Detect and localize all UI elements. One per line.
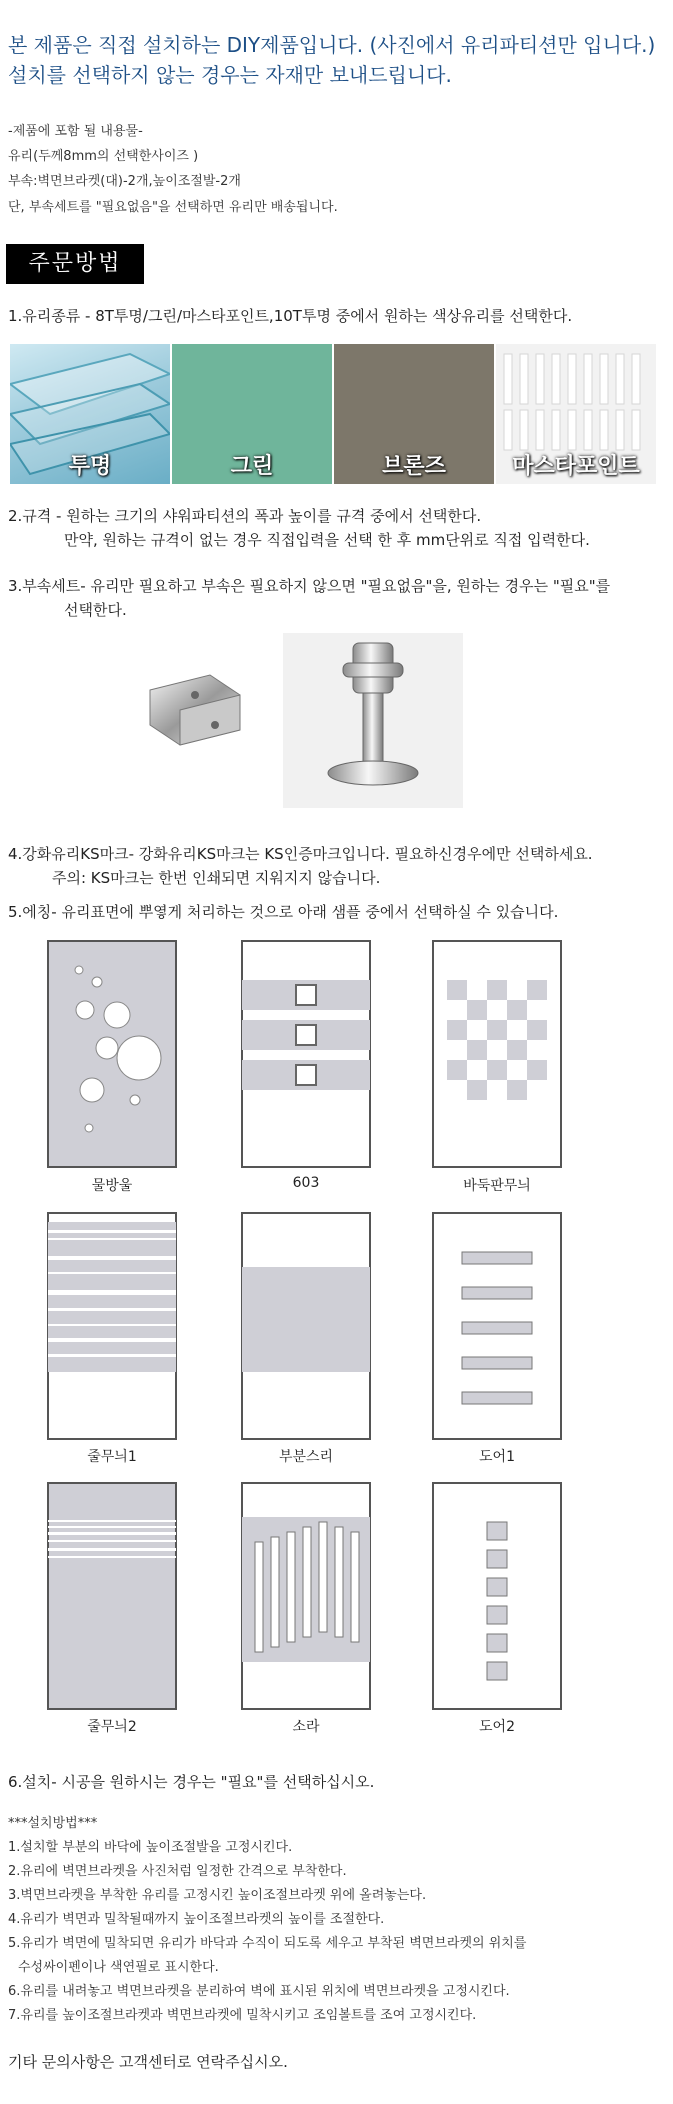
step2-line-1: 2.규격 - 원하는 크기의 샤워파티션의 폭과 높이를 규격 중에서 선택한다. xyxy=(8,507,482,525)
install-step-7: 7.유리를 높이조절브라켓과 벽면브라켓에 밀착시키고 조임볼트를 조여 고정시킨다. xyxy=(8,2008,477,2023)
swatch-bronze xyxy=(334,344,494,484)
footer-contact: 기타 문의사항은 고객센터로 연락주십시오. xyxy=(8,2053,288,2071)
included-parts: 부속:벽면브라켓(대)-2개,높이조절발-2개 xyxy=(8,174,241,189)
wall-bracket-image xyxy=(140,670,250,750)
step3-line-1: 3.부속세트- 유리만 필요하고 부속은 필요하지 않으면 "필요없음"을, 원하는 경우는 "필요"를 xyxy=(8,577,611,595)
notice-line-1: 본 제품은 직접 설치하는 DIY제품입니다. (사진에서 유리파티션만 입니다.) xyxy=(8,33,656,57)
pattern-stripe-2 xyxy=(47,1482,177,1714)
install-method-title: ***설치방법*** xyxy=(8,1816,98,1831)
included-note: 단, 부속세트를 "필요없음"을 선택하면 유리만 배송됩니다. xyxy=(8,200,338,215)
install-step-2: 2.유리에 벽면브라켓을 사진처럼 일정한 간격으로 부착한다. xyxy=(8,1864,347,1879)
notice-line-2: 설치를 선택하지 않는 경우는 자재만 보내드립니다. xyxy=(8,63,452,87)
pattern-caption: 줄무늬2 xyxy=(87,1719,137,1735)
pattern-caption: 603 xyxy=(292,1175,320,1191)
pattern-water-drop xyxy=(47,940,177,1172)
swatch-label: 투명 xyxy=(68,454,112,479)
order-method-title: 주문방법 xyxy=(6,244,144,284)
pattern-caption: 도어1 xyxy=(479,1449,515,1465)
included-title: -제품에 포함 될 내용물- xyxy=(8,124,143,139)
pattern-caption: 소라 xyxy=(292,1719,320,1735)
swatch-clear xyxy=(10,344,170,484)
install-step-5-cont: 수성싸이펜이나 색연필로 표시한다. xyxy=(18,1960,219,1975)
step6-text: 6.설치- 시공을 원하시는 경우는 "필요"를 선택하십시오. xyxy=(8,1773,375,1791)
included-glass: 유리(두께8mm의 선택한사이즈 ) xyxy=(8,149,199,164)
swatch-label: 마스타포인트 xyxy=(512,454,640,479)
install-step-1: 1.설치할 부분의 바닥에 높이조절발을 고정시킨다. xyxy=(8,1840,293,1855)
swatch-green xyxy=(172,344,332,484)
step4-line-2: 주의: KS마크는 한번 인쇄되면 지워지지 않습니다. xyxy=(52,869,381,887)
pattern-caption: 바둑판무늬 xyxy=(463,1178,531,1194)
install-step-4: 4.유리가 벽면과 밀착될때까지 높이조절브라켓의 높이를 조절한다. xyxy=(8,1912,385,1927)
swatch-label: 그린 xyxy=(230,454,274,479)
install-step-6: 6.유리를 내려놓고 벽면브라켓을 분리하여 벽에 표시된 위치에 벽면브라켓을 고정시킨다. xyxy=(8,1984,510,1999)
step2-line-2: 만약, 원하는 규격이 없는 경우 직접입력을 선택 한 후 mm단위로 직접 입력한다. xyxy=(64,531,590,549)
pattern-caption: 도어2 xyxy=(479,1719,515,1735)
swatch-label: 브론즈 xyxy=(382,454,446,479)
step1-text: 1.유리종류 - 8T투명/그린/마스타포인트,10T투명 중에서 원하는 색상유리를 선택한다. xyxy=(8,307,573,325)
pattern-sora xyxy=(241,1482,371,1714)
pattern-partial-frost xyxy=(241,1212,371,1444)
pattern-caption: 줄무늬1 xyxy=(87,1449,137,1465)
pattern-603 xyxy=(241,940,371,1172)
step5-text: 5.에칭- 유리표면에 뿌옇게 처리하는 것으로 아래 샘플 중에서 선택하실 수 있습니다. xyxy=(8,903,559,921)
pattern-door-1 xyxy=(432,1212,562,1444)
pattern-caption: 부분스리 xyxy=(278,1449,334,1465)
pattern-door-2 xyxy=(432,1482,562,1714)
step4-line-1: 4.강화유리KS마크- 강화유리KS마크는 KS인증마크입니다. 필요하신경우에만 선택하세요. xyxy=(8,845,593,863)
height-adjust-foot-image xyxy=(283,633,463,808)
pattern-stripe-1 xyxy=(47,1212,177,1444)
install-step-3: 3.벽면브라켓을 부착한 유리를 고정시킨 높이조절브라켓 위에 올려놓는다. xyxy=(8,1888,427,1903)
pattern-caption: 물방울 xyxy=(91,1178,133,1194)
step3-line-2: 선택한다. xyxy=(64,601,127,619)
swatch-master-point xyxy=(496,344,656,484)
install-step-5: 5.유리가 벽면에 밀착되면 유리가 바닥과 수직이 되도록 세우고 부착된 벽면브라켓의 위치를 xyxy=(8,1936,527,1951)
pattern-checkerboard xyxy=(432,940,562,1172)
